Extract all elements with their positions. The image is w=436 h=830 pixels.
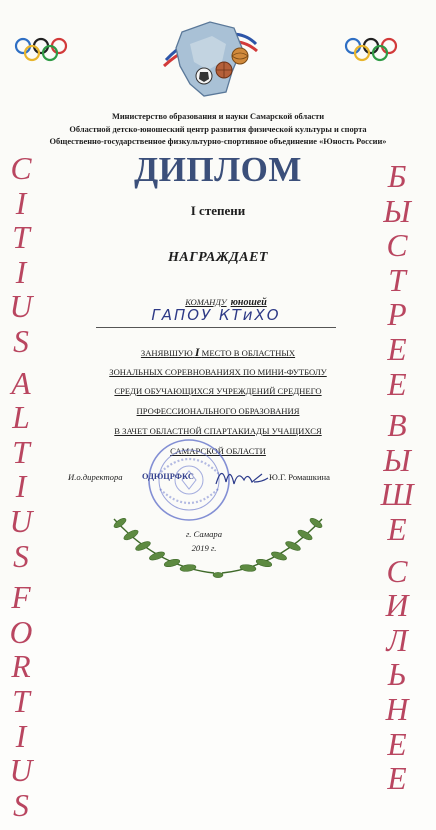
achievement-line-1 bbox=[0, 345, 436, 360]
left-motto bbox=[4, 152, 38, 830]
recipient-underline bbox=[96, 327, 336, 328]
signer-name: Ю.Г. Ромашкина bbox=[269, 472, 330, 482]
left-motto-word: F O R T I U S bbox=[9, 580, 33, 823]
left-motto-word: C I T I U S bbox=[9, 151, 33, 359]
left-motto-word: A L T I U S bbox=[9, 365, 33, 574]
signature bbox=[212, 460, 272, 492]
achievement-line-6: САМАРСКОЙ ОБЛАСТИ bbox=[170, 446, 266, 456]
ministry-line: Министерство образования и науки Самарской области bbox=[111, 112, 325, 121]
place-number: I bbox=[194, 345, 200, 359]
signer-role: И.о.директора bbox=[68, 472, 123, 482]
footer-city: г. Самара bbox=[186, 529, 222, 539]
right-motto-word: С И Л Ь Н Е Е bbox=[385, 553, 409, 797]
recipient-category: юношей bbox=[230, 297, 267, 308]
right-motto-word: В Ы Ш Е bbox=[380, 408, 414, 547]
right-motto bbox=[380, 160, 414, 804]
olympic-rings-icon bbox=[13, 37, 71, 63]
right-motto-word: Б Ы С Т Р Е Е bbox=[383, 159, 411, 402]
footer-year: 2019 г. bbox=[191, 543, 217, 553]
place-suffix: МЕСТО В ОБЛАСТНЫХ bbox=[201, 348, 296, 358]
stamp-org-text: ОДЮЦРФКС bbox=[142, 472, 194, 481]
recipient-prefix: КОМАНДУ bbox=[185, 297, 227, 307]
center-line: Областной детско-юношеский центр развития физической культуры и спорта bbox=[69, 125, 367, 134]
diploma-title: ДИПЛОМ bbox=[134, 150, 302, 189]
taken-word: ЗАНЯВШУЮ bbox=[140, 348, 193, 358]
association-line: Общественно-государственное физкультурно-спортивное объединение «Юность России» bbox=[49, 137, 387, 146]
recipient-name-handwritten: ГАПОУ КТиХО bbox=[151, 306, 281, 324]
awards-heading: НАГРАЖДАЕТ bbox=[168, 250, 268, 265]
achievement-line-5: В ЗАЧЕТ ОБЛАСТНОЙ СПАРТАКИАДЫ УЧАЩИХСЯ bbox=[114, 426, 322, 436]
achievement-line-2: ЗОНАЛЬНЫХ СОРЕВНОВАНИЯХ ПО МИНИ-ФУТБОЛУ bbox=[109, 367, 327, 377]
achievement-line-3: СРЕДИ ОБУЧАЮЩИХСЯ УЧРЕЖДЕНИЙ СРЕДНЕГО bbox=[114, 386, 322, 396]
diploma-degree: I степени bbox=[190, 203, 246, 218]
samara-region-emblem bbox=[160, 14, 260, 104]
olympic-rings-icon bbox=[343, 37, 401, 63]
achievement-line-4: ПРОФЕССИОНАЛЬНОГО ОБРАЗОВАНИЯ bbox=[136, 406, 300, 416]
